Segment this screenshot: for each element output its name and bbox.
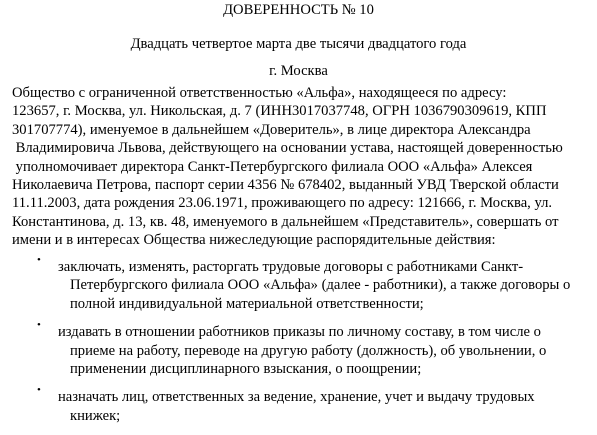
main-paragraph	[12, 84, 597, 250]
list-item-text	[58, 323, 597, 378]
list-item-line: издавать в отношении работников приказы по личному составу, в том числе о	[58, 324, 541, 341]
document-city: г. Москва	[269, 63, 328, 79]
paragraph-line: Общество с ограниченной ответственностью «Альфа», находящееся по адресу:	[12, 85, 507, 101]
paragraph-line: 123657, г. Москва, ул. Никольская, д. 7 (ИНН3017037748, ОГРН 1036790309619, КПП	[12, 103, 547, 120]
paragraph-line: Николаевича Петрова, паспорт серии 4356 № 678402, выданный УВД Тверской области	[12, 177, 559, 194]
list-item-text	[58, 258, 597, 313]
list-item-line: применении дисциплинарного взыскания, о поощрении;	[70, 361, 422, 378]
list-item	[0, 319, 597, 378]
bullet-icon: •	[37, 254, 41, 266]
paragraph-line: имени и в интересах Общества нижеследующие распорядительные действия:	[12, 232, 496, 249]
list-item-line: приеме на работу, переводе на другую работу (должность), об увольнении, о	[70, 342, 547, 359]
list-item-line: полной индивидуальной материальной ответственности;	[70, 295, 424, 312]
list-item-text	[58, 388, 597, 425]
list-item-line: Петербургского филиала ООО «Альфа» (далее - работники), а также договоры о	[70, 277, 571, 294]
list-item	[0, 254, 597, 313]
paragraph-line: Константинова, д. 13, кв. 48, именуемого в дальнейшем «Представитель», совершать от	[12, 213, 559, 230]
list-item-line: книжек;	[70, 407, 121, 424]
paragraph-line: 301707774), именуемое в дальнейшем «Доверитель», в лице директора Александра	[12, 121, 531, 138]
bullet-icon: •	[37, 384, 41, 397]
document-title: ДОВЕРЕННОСТЬ № 10	[223, 2, 374, 18]
paragraph-line: Владимировича Львова, действующего на основании устава, настоящей доверенностью	[12, 140, 563, 157]
bullet-icon: •	[37, 319, 41, 332]
list-item-line: назначать лиц, ответственных за ведение, хранение, учет и выдачу трудовых	[58, 389, 535, 406]
list-item-line: заключать, изменять, расторгать трудовые договоры с работниками Санкт-	[58, 259, 524, 275]
list-item	[0, 384, 597, 425]
paragraph-line: уполномочивает директора Санкт-Петербургского филиала ООО «Альфа» Алексея	[12, 158, 533, 175]
powers-list	[0, 254, 597, 435]
document-date: Двадцать четвертое марта две тысячи двадцатого года	[130, 36, 467, 52]
paragraph-line: 11.11.2003, дата рождения 23.06.1971, проживающего по адресу: 121666, г. Москва, ул.	[12, 195, 553, 212]
